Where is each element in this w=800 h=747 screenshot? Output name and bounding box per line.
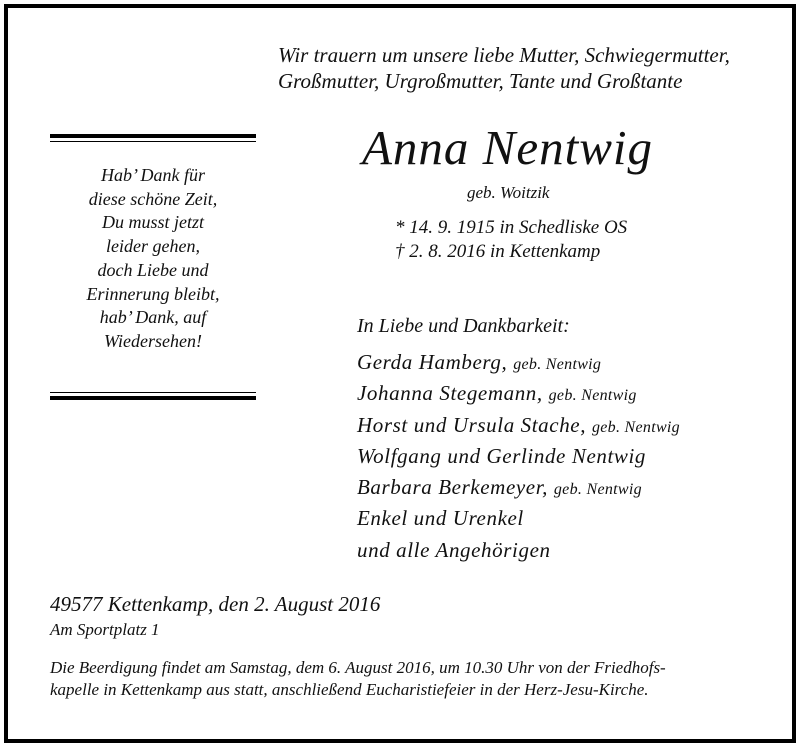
mourner-list — [357, 348, 680, 567]
birth-date: * 14. 9. 1915 in Schedliske OS — [395, 217, 628, 238]
poem-line: Hab’ Dank für — [101, 165, 205, 185]
mourner-name: Enkel und Urenkel — [357, 506, 524, 531]
deceased-name: Anna Nentwig — [362, 120, 654, 175]
poem-line: leider gehen, — [106, 236, 200, 257]
funeral-line: kapelle in Kettenkamp aus statt, anschließend Eucharistiefeier in der Herz-Jesu-Kirche. — [50, 680, 649, 699]
mourner-note: geb. Nentwig — [553, 481, 642, 499]
mourner-note: geb. Nentwig — [548, 387, 637, 405]
intro-text — [278, 42, 730, 94]
mourner-row — [357, 379, 680, 410]
address: Am Sportplatz 1 — [50, 620, 160, 639]
mourner-name: Horst und Ursula Stache, — [357, 412, 587, 437]
poem-line: doch Liebe und — [97, 259, 209, 280]
mourner-note: geb. Nentwig — [591, 418, 680, 436]
mourner-row — [357, 536, 680, 567]
mourner-name: Barbara Berkemeyer, — [357, 475, 549, 500]
funeral-line: Die Beerdigung findet am Samstag, dem 6. August 2016, um 10.30 Uhr von der Friedhofs- — [50, 658, 666, 677]
poem-line: hab’ Dank, auf — [99, 307, 207, 328]
intro-line: Wir trauern um unsere liebe Mutter, Schwiegermutter, — [278, 43, 730, 67]
mourner-row — [357, 473, 680, 504]
mourner-name: Wolfgang und Gerlinde Nentwig — [357, 443, 647, 468]
poem — [50, 164, 256, 354]
mourner-note: geb. Nentwig — [513, 356, 602, 373]
intro-line: Großmutter, Urgroßmutter, Tante und Großtante — [278, 69, 683, 93]
poem-top-rule — [50, 134, 256, 142]
mourner-row — [357, 411, 680, 442]
mourner-row — [357, 442, 680, 473]
death-date: † 2. 8. 2016 in Kettenkamp — [395, 241, 601, 262]
poem-line: Erinnerung bleibt, — [86, 283, 220, 304]
poem-bottom-rule — [50, 392, 256, 400]
place-and-date: 49577 Kettenkamp, den 2. August 2016 — [50, 592, 381, 616]
mourner-name: Johanna Stegemann, — [357, 381, 543, 406]
thanks-heading: In Liebe und Dankbarkeit: — [357, 315, 570, 337]
birth-name: geb. Woitzik — [467, 183, 550, 202]
mourner-row — [357, 504, 680, 535]
life-dates — [395, 216, 627, 264]
mourner-row — [357, 348, 680, 379]
poem-line: Wiedersehen! — [104, 330, 202, 351]
mourner-name: und alle Angehörigen — [357, 537, 551, 562]
poem-line: Du musst jetzt — [101, 212, 204, 233]
funeral-notice — [50, 657, 756, 701]
mourner-name: Gerda Hamberg, — [357, 350, 508, 374]
poem-line: diese schöne Zeit, — [88, 188, 218, 209]
